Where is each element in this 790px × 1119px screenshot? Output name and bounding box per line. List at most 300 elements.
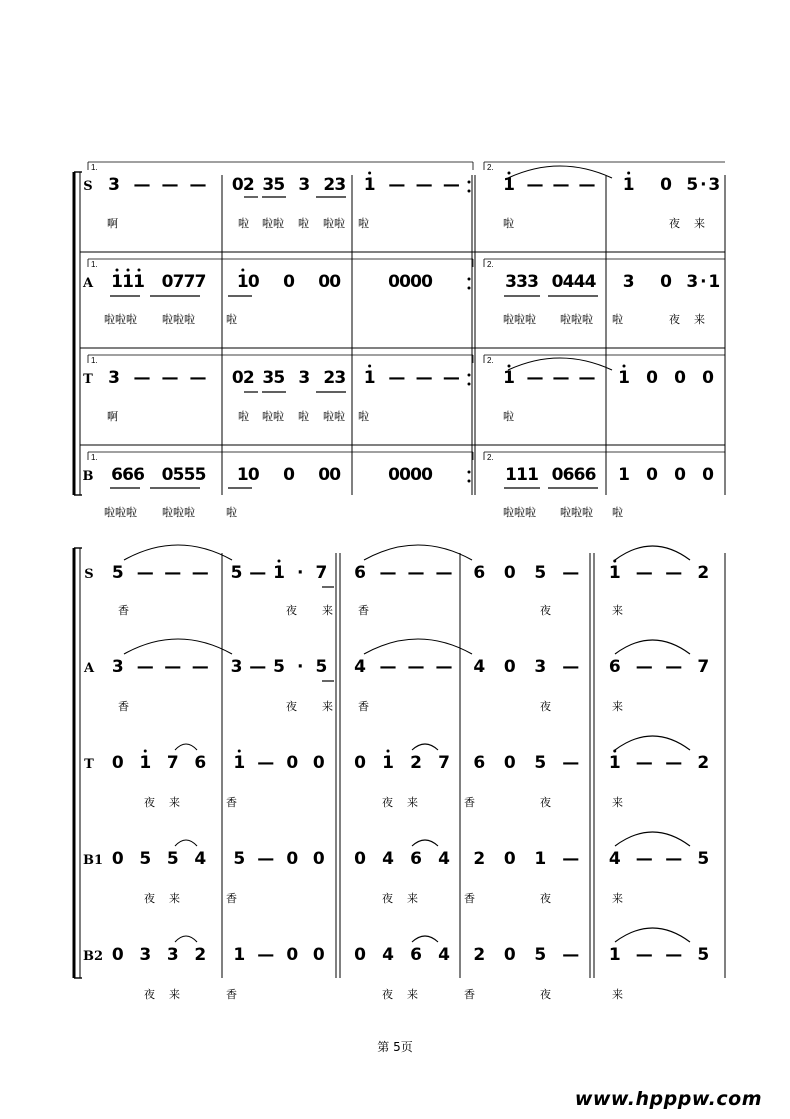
dash: —	[161, 175, 179, 195]
dash: —	[665, 945, 683, 965]
note: 0	[503, 563, 516, 583]
lyric: 啦	[298, 217, 309, 230]
voice-label: B1	[82, 853, 104, 868]
note: 1	[236, 465, 249, 485]
lyric: 啊	[107, 217, 118, 230]
note: 1	[608, 563, 621, 583]
octave-dot	[508, 365, 511, 368]
note: 2	[697, 753, 710, 773]
dash: —	[635, 945, 653, 965]
repeat-dot	[468, 181, 471, 184]
dash: —	[388, 175, 406, 195]
dot-rhythm: ·	[700, 175, 707, 195]
lyric: 夜	[540, 796, 551, 809]
volta-label: 2.	[487, 163, 494, 172]
octave-dot	[116, 269, 119, 272]
tie-slur	[175, 840, 197, 846]
note: 0	[286, 753, 299, 773]
lyric: 来	[694, 313, 705, 326]
dash: —	[191, 563, 209, 583]
lyric: 来	[694, 217, 705, 230]
lyric: 夜	[540, 604, 551, 617]
note: 6	[410, 849, 422, 869]
note: 0	[161, 272, 174, 292]
note: 0	[399, 465, 411, 485]
note: 5	[183, 465, 196, 485]
note: 7	[438, 753, 450, 773]
volta-label: 2.	[487, 453, 494, 462]
note: 1	[622, 175, 635, 195]
note: 1	[505, 465, 517, 485]
dash: —	[665, 563, 683, 583]
dash: —	[562, 563, 580, 583]
note: 0	[503, 657, 516, 677]
note: 6	[122, 465, 134, 485]
lyric: 夜	[286, 700, 297, 713]
lyric: 来	[612, 604, 623, 617]
note: 3	[262, 368, 275, 388]
dash: —	[526, 368, 544, 388]
dash: —	[407, 563, 425, 583]
dash: —	[415, 368, 433, 388]
note: 3	[139, 945, 152, 965]
lyric: 来	[322, 700, 333, 713]
dash: —	[189, 368, 207, 388]
note: 7	[697, 657, 710, 677]
dash: —	[164, 563, 182, 583]
note: 1	[618, 368, 630, 388]
note: 0	[674, 368, 686, 388]
lyric: 夜	[382, 892, 393, 905]
note: 1	[236, 272, 249, 292]
note: 3	[686, 272, 699, 292]
note: 3	[527, 272, 539, 292]
octave-dot	[623, 365, 626, 368]
note: 6	[111, 465, 123, 485]
note: 1	[273, 563, 285, 583]
note: 0	[551, 272, 564, 292]
volta-label: 2.	[487, 356, 494, 365]
note: 1	[516, 465, 528, 485]
note: 0	[312, 849, 325, 869]
note: 0	[161, 465, 174, 485]
note: 4	[584, 272, 597, 292]
note: 6	[410, 945, 422, 965]
note: 5	[273, 368, 286, 388]
note: 6	[194, 753, 207, 773]
note: 3	[166, 945, 179, 965]
tie-slur	[364, 545, 472, 560]
note: 3	[298, 368, 311, 388]
note: 5	[534, 563, 547, 583]
lyric: 夜	[144, 988, 155, 1001]
octave-dot	[238, 750, 241, 753]
note: 1	[503, 175, 515, 195]
lyric: 夜	[144, 892, 155, 905]
lyric: 啦啦	[262, 217, 284, 230]
tie-slur	[615, 928, 690, 942]
note: 6	[473, 563, 486, 583]
octave-dot	[127, 269, 130, 272]
lyric: 香	[464, 988, 475, 1001]
note: 5	[111, 563, 124, 583]
note: 1	[139, 753, 152, 773]
lyric: 香	[226, 988, 237, 1001]
note: 6	[354, 563, 366, 583]
dash: —	[249, 563, 267, 583]
dash: —	[442, 368, 460, 388]
note: 0	[286, 849, 299, 869]
note: 6	[573, 465, 586, 485]
dash: —	[665, 657, 683, 677]
note: 5	[194, 465, 207, 485]
lyric: 来	[612, 796, 623, 809]
note: 6	[608, 657, 621, 677]
lyric: 香	[358, 604, 369, 617]
volta-label: 2.	[487, 260, 494, 269]
dash: —	[562, 657, 580, 677]
note: 5	[697, 945, 710, 965]
lyric: 来	[407, 796, 418, 809]
note: 4	[438, 945, 450, 965]
note: 0	[702, 465, 714, 485]
tie-slur	[412, 936, 438, 942]
lyric: 夜	[144, 796, 155, 809]
note: 2	[323, 368, 336, 388]
note: 0	[421, 465, 433, 485]
dash: —	[635, 563, 653, 583]
dash: —	[635, 657, 653, 677]
dash: —	[578, 175, 596, 195]
note: 6	[133, 465, 145, 485]
lyric: 夜	[382, 796, 393, 809]
lyric: 来	[612, 988, 623, 1001]
note: 0	[111, 849, 124, 869]
note: 0	[354, 753, 366, 773]
lyric: 来	[169, 892, 180, 905]
octave-dot	[144, 750, 147, 753]
note: 7	[194, 272, 207, 292]
note: 3	[111, 657, 124, 677]
repeat-dot	[468, 374, 471, 377]
note: 0	[410, 272, 422, 292]
note: 7	[183, 272, 196, 292]
note: 3	[534, 657, 547, 677]
note: 3	[334, 175, 347, 195]
lyric: 来	[169, 988, 180, 1001]
note: 0	[660, 175, 672, 195]
voice-label: T	[83, 372, 93, 387]
dash: —	[133, 368, 151, 388]
note: 1	[708, 272, 721, 292]
note: 0	[674, 465, 686, 485]
lyric: 啦	[226, 506, 237, 519]
dash: —	[562, 753, 580, 773]
repeat-dot	[468, 190, 471, 193]
dash: —	[415, 175, 433, 195]
note: 6	[562, 465, 575, 485]
dash: —	[442, 175, 460, 195]
note: 0	[286, 945, 299, 965]
note: ·	[296, 563, 304, 583]
lyric: 啦啦	[323, 410, 345, 423]
lyric: 夜	[540, 892, 551, 905]
note: 4	[194, 849, 207, 869]
dash: —	[249, 657, 267, 677]
note: 0	[283, 272, 295, 292]
note: 0	[318, 272, 331, 292]
tie-slur	[175, 744, 197, 750]
dash: —	[552, 175, 570, 195]
lyric: 啦啦啦	[560, 506, 593, 519]
note: 0	[702, 368, 714, 388]
note: 0	[660, 272, 672, 292]
octave-dot	[368, 172, 371, 175]
note: 0	[111, 753, 124, 773]
note: 0	[231, 368, 244, 388]
voice-label: S	[84, 567, 94, 582]
dash: —	[407, 657, 425, 677]
dash: —	[191, 657, 209, 677]
note: 4	[573, 272, 586, 292]
tie-slur	[412, 744, 438, 750]
octave-dot	[278, 560, 281, 563]
lyric: 啦	[503, 410, 514, 423]
note: 2	[473, 849, 486, 869]
dash: —	[635, 753, 653, 773]
dash: —	[562, 945, 580, 965]
tie-slur	[615, 546, 690, 560]
dash: —	[388, 368, 406, 388]
note: 0	[646, 368, 658, 388]
note: 0	[399, 272, 411, 292]
dash: —	[665, 849, 683, 869]
note: 2	[323, 175, 336, 195]
lyric: 啦	[612, 313, 623, 326]
lyric: 啦啦啦	[162, 506, 195, 519]
page-number: 第 5页	[377, 1040, 413, 1054]
voice-label: B	[82, 469, 94, 484]
tie-slur	[124, 545, 232, 560]
repeat-dot	[468, 480, 471, 483]
dash: —	[379, 657, 397, 677]
note: 5	[686, 175, 699, 195]
lyric: 啦	[358, 217, 369, 230]
note: 0	[388, 272, 400, 292]
note: 5	[273, 657, 285, 677]
dash: —	[379, 563, 397, 583]
note: 1	[233, 753, 246, 773]
note: 0	[231, 175, 244, 195]
note: 0	[312, 753, 325, 773]
lyric: 啦	[298, 410, 309, 423]
note: 2	[242, 368, 255, 388]
repeat-dot	[468, 383, 471, 386]
octave-dot	[241, 269, 244, 272]
note: 1	[534, 849, 547, 869]
voice-label: A	[83, 661, 95, 676]
dash: —	[635, 849, 653, 869]
note: 1	[133, 272, 145, 292]
note: 3	[298, 175, 311, 195]
lyric: 啦	[226, 313, 237, 326]
tie-slur	[364, 639, 472, 654]
dot-rhythm: ·	[700, 272, 707, 292]
lyric: 啦	[238, 410, 249, 423]
note: 5	[534, 753, 547, 773]
lyric: 夜	[540, 700, 551, 713]
lyric: 啦啦啦	[503, 313, 536, 326]
note: 3	[108, 368, 120, 388]
lyric: 夜	[382, 988, 393, 1001]
note: 0	[329, 272, 342, 292]
note: 2	[242, 175, 255, 195]
tie-slur	[412, 840, 438, 846]
note: 3	[108, 175, 120, 195]
dash: —	[435, 563, 453, 583]
dash: —	[435, 657, 453, 677]
note: 0	[312, 945, 325, 965]
lyric: 香	[464, 892, 475, 905]
note: 1	[111, 272, 123, 292]
note: 1	[363, 175, 376, 195]
dash: —	[562, 849, 580, 869]
note: 5	[139, 849, 152, 869]
note: 0	[318, 465, 331, 485]
note: 1	[382, 753, 394, 773]
note: 5	[230, 563, 243, 583]
voice-label: T	[84, 757, 94, 772]
dash: —	[552, 368, 570, 388]
note: 7	[172, 272, 185, 292]
note: 1	[608, 753, 621, 773]
lyric: 啦	[358, 410, 369, 423]
note: 3	[334, 368, 347, 388]
octave-dot	[387, 750, 390, 753]
dash: —	[257, 945, 275, 965]
lyric: 来	[322, 604, 333, 617]
watermark: www.hpppw.com	[574, 1088, 762, 1110]
volta-label: 1.	[91, 163, 98, 172]
repeat-dot	[468, 278, 471, 281]
lyric: 夜	[669, 217, 680, 230]
dash: —	[189, 175, 207, 195]
volta-label: 1.	[91, 356, 98, 365]
tie-slur	[615, 736, 690, 750]
note: 1	[233, 945, 246, 965]
lyric: 夜	[540, 988, 551, 1001]
note: ·	[296, 657, 304, 677]
octave-dot	[138, 269, 141, 272]
tie-slur	[615, 832, 690, 846]
note: 1	[503, 368, 515, 388]
dash: —	[257, 849, 275, 869]
note: 4	[382, 945, 394, 965]
lyric: 啦	[238, 217, 249, 230]
note: 7	[315, 563, 328, 583]
note: 2	[697, 563, 710, 583]
octave-dot	[627, 172, 630, 175]
lyric: 啊	[107, 410, 118, 423]
note: 5	[697, 849, 710, 869]
lyric: 啦啦啦	[162, 313, 195, 326]
voice-label: B2	[82, 949, 104, 964]
lyric: 来	[407, 988, 418, 1001]
note: 4	[608, 849, 621, 869]
note: 0	[388, 465, 400, 485]
dash: —	[578, 368, 596, 388]
note: 4	[382, 849, 394, 869]
lyric: 啦啦	[323, 217, 345, 230]
note: 1	[618, 465, 630, 485]
note: 5	[166, 849, 179, 869]
note: 2	[194, 945, 207, 965]
lyric: 夜	[669, 313, 680, 326]
lyric: 啦	[612, 506, 623, 519]
note: 1	[608, 945, 621, 965]
note: 4	[473, 657, 486, 677]
lyric: 香	[464, 796, 475, 809]
lyric: 香	[358, 700, 369, 713]
lyric: 啦啦啦	[104, 313, 137, 326]
dash: —	[665, 753, 683, 773]
note: 3	[708, 175, 721, 195]
tie-slur	[124, 639, 232, 654]
repeat-dot	[468, 471, 471, 474]
note: 1	[527, 465, 539, 485]
note: 0	[354, 849, 366, 869]
note: 3	[230, 657, 243, 677]
dash: —	[257, 753, 275, 773]
note: 0	[551, 465, 564, 485]
octave-dot	[368, 365, 371, 368]
dash: —	[161, 368, 179, 388]
volta-label: 1.	[91, 260, 98, 269]
note: 5	[315, 657, 328, 677]
note: 0	[503, 753, 516, 773]
note: 0	[646, 465, 658, 485]
note: 0	[111, 945, 124, 965]
note: 0	[247, 272, 260, 292]
note: 0	[421, 272, 433, 292]
lyric: 啦啦	[262, 410, 284, 423]
note: 0	[503, 849, 516, 869]
note: 0	[247, 465, 260, 485]
octave-dot	[508, 172, 511, 175]
volta-label: 1.	[91, 453, 98, 462]
note: 4	[562, 272, 575, 292]
note: 5	[534, 945, 547, 965]
lyric: 来	[169, 796, 180, 809]
repeat-dot	[468, 287, 471, 290]
note: 5	[233, 849, 246, 869]
lyric: 来	[612, 700, 623, 713]
lyric: 啦啦啦	[104, 506, 137, 519]
lyric: 啦	[503, 217, 514, 230]
note: 5	[273, 175, 286, 195]
lyric: 香	[226, 796, 237, 809]
lyric: 夜	[286, 604, 297, 617]
note: 3	[516, 272, 528, 292]
lyric: 来	[612, 892, 623, 905]
dash: —	[526, 175, 544, 195]
note: 4	[438, 849, 450, 869]
voice-label: S	[83, 179, 93, 194]
lyric: 香	[118, 604, 129, 617]
lyric: 啦啦啦	[503, 506, 536, 519]
note: 7	[166, 753, 179, 773]
voice-label: A	[82, 276, 94, 291]
